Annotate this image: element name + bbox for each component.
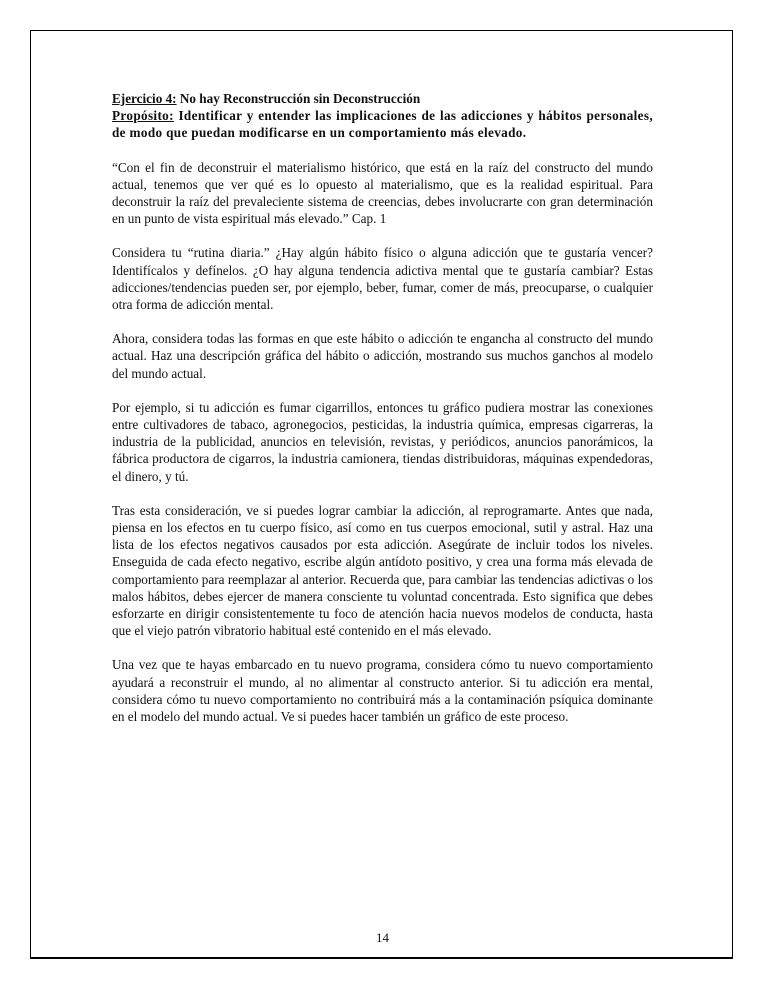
page-number: 14 bbox=[376, 930, 389, 945]
purpose-statement bbox=[112, 107, 653, 141]
paragraph-quote: “Con el fin de deconstruir el materialismo histórico, que está en la raíz del constructo del mundo actual, tenemos que ver qué es lo opuesto al materialismo, que es la realidad espiritual. Para deconstruir la raíz del prevaleciente sistema de creencias, debes involucrarte con gran determinación en un punto de vista espiritual más elevado.” Cap. 1 bbox=[112, 159, 653, 227]
exercise-heading bbox=[112, 90, 653, 107]
paragraph-new-program: Una vez que te hayas embarcado en tu nuevo programa, considera cómo tu nuevo comportamiento ayudará a reconstruir el mundo, al no alimentar al constructo anterior. Si tu adicción era mental, considera cómo tu nuevo comportamiento no contribuirá más a la contaminación psíquica dominante en el modelo del mundo actual. Ve si puedes hacer también un gráfico de este proceso. bbox=[112, 657, 653, 725]
paragraph-daily-routine: Considera tu “rutina diaria.” ¿Hay algún hábito físico o alguna adicción que te gustaría vencer? Identifícalos y defínelos. ¿O hay alguna tendencia adictiva mental que te gustaría cambiar? Estas adicciones/tendencias pueden ser, por ejemplo, beber, fumar, comer de más, preocuparse, o cualquier otra forma de adicción mental. bbox=[112, 245, 653, 313]
purpose-text: Identificar y entender las implicaciones de las adicciones y hábitos personales, de modo que puedan modificarse en un comportamiento más elevado. bbox=[112, 108, 653, 141]
paragraph-example: Por ejemplo, si tu adicción es fumar cigarrillos, entonces tu gráfico pudiera mostrar las conexiones entre cultivadores de tabaco, agronegocios, pesticidas, la industria química, empresas cigarreras, la industria de la publicidad, anuncios en televisión, revistas, y periódicos, anuncios panorámicos, la fábrica productora de cigarros, la industria camionera, tiendas distribuidoras, máquinas expendedoras, el dinero, y tú. bbox=[112, 399, 653, 484]
purpose-label: Propósito: bbox=[112, 108, 174, 124]
document-body bbox=[112, 90, 653, 725]
exercise-title: No hay Reconstrucción sin Deconstrucción bbox=[179, 91, 421, 106]
paragraph-reprogram: Tras esta consideración, ve si puedes lograr cambiar la adicción, al reprogramarte. Antes que nada, piensa en los efectos en tu cuerpo físico, así como en tus cuerpos emocional, sutil y astral. Haz una lista de los efectos negativos causados por esta adicción. Asegúrate de incluir todos los niveles. Enseguida de cada efecto negativo, escribe algún antídoto positivo, y crea una forma más elevada de comportamiento para reemplazar al anterior. Recuerda que, para cambiar las tendencias adictivas o los malos hábitos, debes ejercer de manera consciente tu voluntad concentrada. Esto significa que debes esforzarte en dirigir consistentemente tu foco de atención hacia nuevos modelos de conducta, hasta que el viejo patrón vibratorio habitual esté contenido en el más elevado. bbox=[112, 502, 653, 639]
exercise-label: Ejercicio 4: bbox=[112, 91, 177, 106]
paragraph-hooks: Ahora, considera todas las formas en que este hábito o adicción te engancha al constructo del mundo actual. Haz una descripción gráfica del hábito o adicción, mostrando sus muchos ganchos al modelo del mundo actual. bbox=[112, 331, 653, 381]
